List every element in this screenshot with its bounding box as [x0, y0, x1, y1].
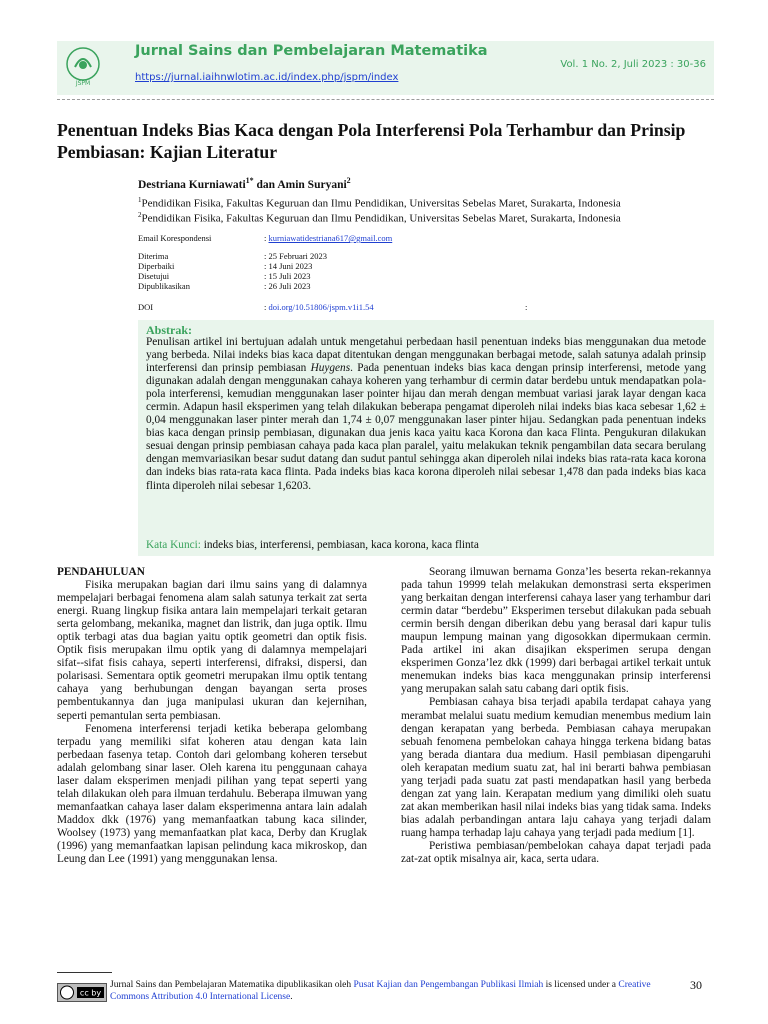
svg-text:JSPM: JSPM: [75, 80, 91, 87]
abstract-italic-term: Huygens: [310, 362, 351, 375]
date-label-revised: Diperbaiki: [138, 261, 175, 271]
email-prefix: :: [264, 233, 269, 243]
abstract-text-part-1: Penulisan artikel ini bertujuan adalah untuk mengetahui perbedaan hasil penentuan indeks bias menggunakan dua metode yang berbeda. Nilai indeks bias kaca dapat ditentukan dengan menggunakan berbagai metode, salah satunya adalah prinsip interferensi dan prinsip pembiasan: [146, 336, 706, 375]
journal-url-link[interactable]: https://jurnal.iaihnwlotim.ac.id/index.php/jspm/index: [135, 72, 399, 83]
journal-header: [57, 41, 714, 95]
body-right-column: [401, 566, 711, 866]
publisher-link[interactable]: Pusat Kajian dan Pengembangan Publikasi Ilmiah: [353, 980, 544, 990]
body-paragraph: Fisika merupakan bagian dari ilmu sains yang di dalamnya mempelajari berbagai fenomena alam salah satunya terkait zat serta energi. Ruang lingkup fisika antara lain mempelajari terkait getaran serta gelombang, mekanika, magnet dan listrik, dan juga optik. Ilmu optik terbagi atas dua bagian yaitu optik geometri dan optik fisis. Optik fisis merupakan ilmu optik yang di dalamnya mempelajari sifat--sifat fisis cahaya, seperti interferensi, difraksi, dispersi, dan polarisasi. Sementara optik geometri merupakan ilmu optik tentang cahaya yang berhubungan dengan bayangan serta proses pembentukannya dan juga manipulasi ukuran dan kejernihan, seperti pemantulan serta pembiasan.: [57, 579, 367, 722]
abstract-text: [146, 336, 706, 493]
author-1-sup: 1*: [245, 176, 254, 185]
keywords-line: [146, 539, 479, 551]
author-1: Destriana Kurniawati: [138, 178, 246, 191]
license-link[interactable]: Creative Commons Attribution 4.0 International License: [110, 980, 651, 1002]
footer-rule: [57, 972, 112, 973]
date-label-published: Dipublikasikan: [138, 281, 190, 291]
cc-badge-text: cc by: [79, 988, 102, 998]
footer-license-text: [110, 980, 680, 1003]
affiliation-2-sup: 2: [138, 211, 142, 219]
abstract-heading: Abstrak:: [146, 323, 193, 337]
journal-logo: [63, 45, 103, 87]
affiliation-2: [138, 211, 621, 225]
email-link[interactable]: kurniawatidestriana617@gmail.com: [268, 233, 393, 243]
header-divider: [57, 99, 714, 100]
date-value-revised: : 14 Juni 2023: [264, 261, 313, 271]
body-paragraph: Fenomena interferensi terjadi ketika beberapa gelombang terpadu yang memiliki sifat koheren atau dengan kata lain perbedaan fasenya tetap. Contoh dari gelombang koheren tersebut adalah gelombang sinar laser. Oleh karena itu penggunaan cahaya laser dalam eksperimen menjadi pilihan yang tepat seperti yang telah dilakukan oleh para ilmuan terdahulu. Beberapa ilmuwan yang memanfaatkan cahaya laser dalam eksperimenna antara lain adalah Maddox dkk (1976) yang memanfaatkan tabung kaca silinder, Woolsey (1973) yang memanfaatkan plat kaca, Derby dan Kruglak (1996) yang memanfaatkan lapisan pelindung kaca mikroskop, dan Leung dan Lee (1991) yang menggunakan lensa.: [57, 722, 367, 866]
author-2-sup: 2: [346, 176, 351, 185]
abstract-text-part-2: . Pada penentuan indeks bias kaca dengan prinsip interferensi, metode yang digunakan adalah dengan menggunakan cahaya koheren yang terhambur di cermin datar berdebu untuk mendapatkan pola-pola interferensi, kemudian menggunakan laser pointer hijau dan merah dengan membuat variasi jarak layar dengan kaca cermin. Adapun hasil eksperimen yang telah dilakukan beberapa pengamat diperoleh nilai indeks bias kaca sebesar 1,62 ± 0,04 menggunakan laser pinter merah dan 1,74 ± 0,07 menggunakan laser pinter hijau. Sedangkan pada penentuan indeks bias kaca dengan prinsip pembiasan, digunakan dua jenis kaca yaitu kaca Korona dan kaca Flinta. Pengukuran dilakukan sesuai dengan prinsip pembiasan cahaya pada kaca plan paralel, yaitu melakukan teknik pengambilan data secara berulang dengan memvariasikan besar sudut datang dan sudut pantul sehingga akan diperoleh nilai indeks bias rata-rata kaca korona dan indeks bias rata-rata kaca flinta. Pada indeks bias kaca korona diperoleh nilai sebesar 1,478 dan pada indeks bias kaca flinta diperoleh nilai sebesar 1,6203.: [146, 362, 706, 492]
journal-title: Jurnal Sains dan Pembelajaran Matematika: [135, 43, 488, 59]
body-paragraph: Pembiasan cahaya bisa terjadi apabila terdapat cahaya yang merambat melalui suatu medium kemudian menembus medium lain dengan kerapatan yang berbeda. Pembiasan cahaya merupakan sebuah fenomena pembelokan cahaya hingga terkena bidang batas yang berada diantara dua medium. Hasil pembiasan dipengaruhi oleh kerapatan medium suatu zat, hal ini berarti bahwa pembiasan yang terjadi pada suatu zat pasti mendapatkan hasil yang berbeda dengan zat yang lain. Kerapatan medium yang dimiliki oleh suatu zat akan memberikan hasil nilai indeks bias yang tidak sama. Indeks bias adalah perbandingan antara laju cahaya yang terjadi dalam ruang hampa terhadap laju cahaya yang terjadi pada medium [1].: [401, 696, 711, 839]
keywords-text: indeks bias, interferensi, pembiasan, kaca korona, kaca flinta: [200, 539, 479, 551]
doi-prefix: :: [264, 302, 269, 312]
footer-text-2: is licensed under a: [543, 980, 619, 990]
cc-license-badge[interactable]: [57, 983, 107, 1002]
body-paragraph: Seorang ilmuwan bernama Gonza’les beserta rekan-rekannya pada tahun 19999 telah melakukan demonstrasi serta eksperimen yang berkaitan dengan interferensi cahaya laser yang terhambur dari cermin datar “berdebu” Eksperimen tersebut dilakukan pada sebuah cermin bersih dengan diberikan debu yang berasal dari kapur tulis maupun lempung mainan yang digosokkan dipermukaan cermin. Pada artikel ini akan disajikan eksperimen serupa dengan eksperimen Gonza’lez dkk (1999) dari berbagai artikel terkait untuk menemukan indeks bias kaca menggunakan prinsip interferensi yang merupakan salah satu cabang dari optik fisis.: [401, 566, 711, 696]
footer-text-3: .: [290, 991, 293, 1002]
affiliation-1: [138, 196, 621, 210]
email-label: Email Korespondensi: [138, 233, 212, 243]
doi-link[interactable]: doi.org/10.51806/jspm.v1i1.54: [268, 302, 374, 312]
body-paragraph: Peristiwa pembiasan/pembelokan cahaya dapat terjadi pada zat-zat optik misalnya air, kaca, serta udara.: [401, 839, 711, 866]
affiliation-2-text: Pendidikan Fisika, Fakultas Keguruan dan Ilmu Pendidikan, Universitas Sebelas Maret, Surakarta, Indonesia: [141, 212, 621, 225]
date-label-received: Diterima: [138, 251, 169, 261]
doi-trailing: :: [525, 302, 528, 312]
author-connector: dan: [253, 178, 278, 191]
date-label-accepted: Disetujui: [138, 271, 170, 281]
date-value-accepted: : 15 Juli 2023: [264, 271, 311, 281]
page-number: 30: [690, 978, 702, 992]
abstract-box: [138, 320, 714, 556]
author-2: Amin Suryani: [277, 178, 347, 191]
section-heading: PENDAHULUAN: [57, 566, 145, 578]
author-line: [138, 176, 351, 191]
keywords-label: Kata Kunci:: [146, 539, 201, 551]
paper-title: Penentuan Indeks Bias Kaca dengan Pola Interferensi Pola Terhambur dan Prinsip Pembiasan: Kajian Literatur: [57, 120, 686, 162]
doi-label: DOI: [138, 302, 154, 312]
body-left-column: [57, 566, 367, 866]
footer-text-1: Jurnal Sains dan Pembelajaran Matematika dipublikasikan oleh: [110, 980, 354, 990]
email-value: [264, 234, 392, 244]
affiliation-1-text: Pendidikan Fisika, Fakultas Keguruan dan Ilmu Pendidikan, Universitas Sebelas Maret, Surakarta, Indonesia: [141, 197, 621, 210]
journal-volume: Vol. 1 No. 2, Juli 2023 : 30-36: [560, 59, 706, 70]
doi-value: [264, 303, 374, 313]
date-value-published: : 26 Juli 2023: [264, 281, 311, 291]
affiliation-1-sup: 1: [138, 196, 142, 204]
date-value-received: : 25 Februari 2023: [264, 251, 328, 261]
